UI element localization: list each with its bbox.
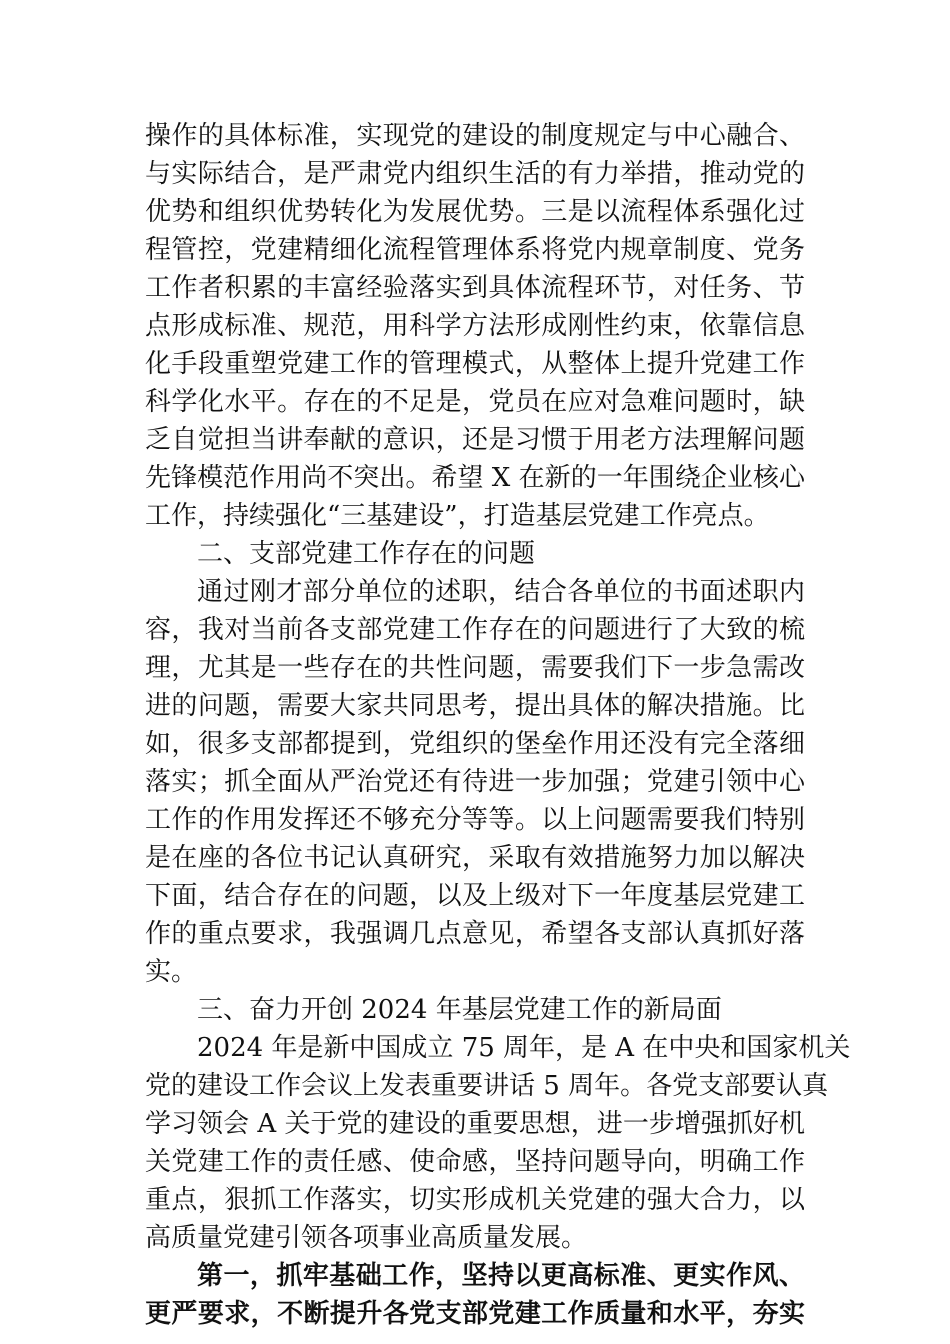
body-line: 理，尤其是一些存在的共性问题，需要我们下一步急需改 [145,653,805,683]
body-line: 乏自觉担当讲奉献的意识，还是习惯于用老方法理解问题 [145,425,805,455]
bold-body-line: 第一，抓牢基础工作，坚持以更高标准、更实作风、 [197,1261,805,1291]
body-line: 工作，持续强化“三基建设”，打造基层党建工作亮点。 [145,501,770,531]
body-line: 如，很多支部都提到，党组织的堡垒作用还没有完全落细 [145,729,805,759]
body-line: 通过刚才部分单位的述职，结合各单位的书面述职内 [197,577,805,607]
document-page [145,0,851,1344]
section-heading: 二、支部党建工作存在的问题 [197,539,536,569]
body-line: 与实际结合，是严肃党内组织生活的有力举措，推动党的 [145,159,805,189]
section-heading: 三、奋力开创 2024 年基层党建工作的新局面 [197,995,722,1025]
body-line: 是在座的各位书记认真研究，采取有效措施努力加以解决 [145,843,805,873]
body-line: 学习领会 A 关于党的建设的重要思想，进一步增强抓好机 [145,1109,805,1139]
body-line: 党的建设工作会议上发表重要讲话 5 周年。各党支部要认真 [145,1071,829,1101]
body-line: 优势和组织优势转化为发展优势。三是以流程体系强化过 [145,197,805,227]
body-line: 下面，结合存在的问题，以及上级对下一年度基层党建工 [145,881,805,911]
body-line: 关党建工作的责任感、使命感，坚持问题导向，明确工作 [145,1147,805,1177]
body-line: 化手段重塑党建工作的管理模式，从整体上提升党建工作 [145,349,805,379]
body-line: 落实；抓全面从严治党还有待进一步加强；党建引领中心 [145,767,805,797]
body-line: 工作的作用发挥还不够充分等等。以上问题需要我们特别 [145,805,805,835]
body-line: 实。 [145,957,198,987]
body-line: 进的问题，需要大家共同思考，提出具体的解决措施。比 [145,691,805,721]
body-line: 先锋模范作用尚不突出。希望 X 在新的一年围绕企业核心 [145,463,805,493]
body-line: 重点，狠抓工作落实，切实形成机关党建的强大合力，以 [145,1185,805,1215]
body-line: 高质量党建引领各项事业高质量发展。 [145,1223,588,1253]
body-line: 工作者积累的丰富经验落实到具体流程环节，对任务、节 [145,273,805,303]
bold-body-line: 更严要求，不断提升各党支部党建工作质量和水平，夯实 [145,1299,805,1329]
body-line: 科学化水平。存在的不足是，党员在应对急难问题时，缺 [145,387,805,417]
body-line: 作的重点要求，我强调几点意见，希望各支部认真抓好落 [145,919,805,949]
body-line: 操作的具体标准，实现党的建设的制度规定与中心融合、 [145,121,805,151]
body-line: 程管控，党建精细化流程管理体系将党内规章制度、党务 [145,235,805,265]
body-line: 点形成标准、规范，用科学方法形成刚性约束，依靠信息 [145,311,805,341]
body-line: 容，我对当前各支部党建工作存在的问题进行了大致的梳 [145,615,805,645]
body-line: 2024 年是新中国成立 75 周年，是 A 在中央和国家机关 [197,1033,851,1063]
